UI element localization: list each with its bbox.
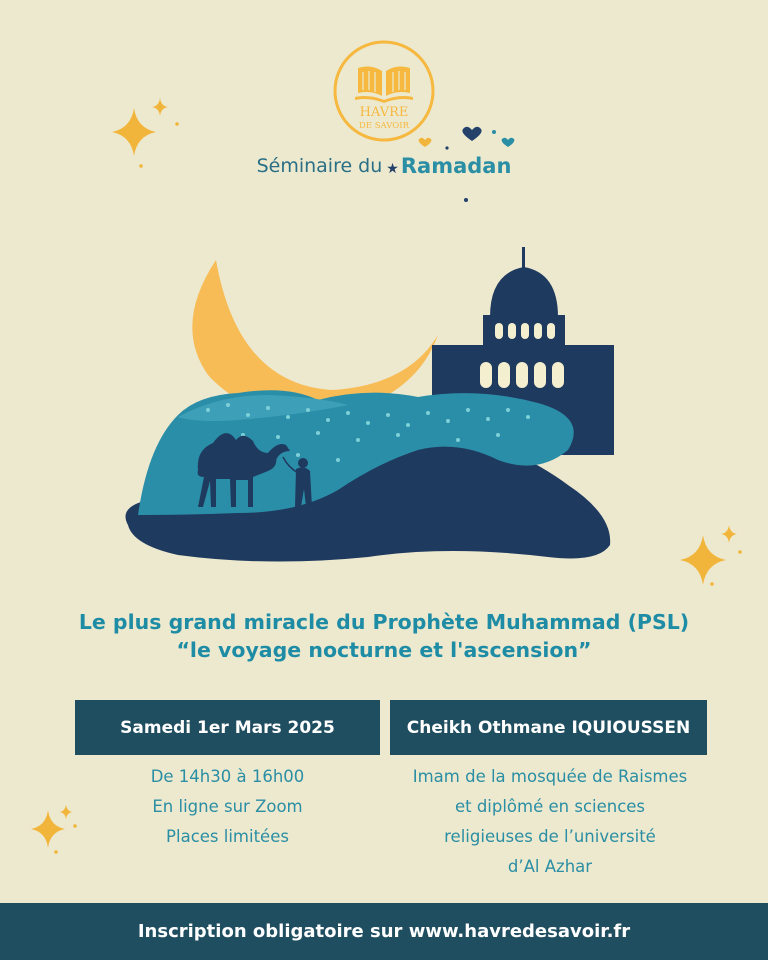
sparkle-icon <box>152 98 168 116</box>
speaker-bio-line: religieuses de l’université <box>444 827 656 846</box>
ramadan-word: Ramadan <box>400 154 512 178</box>
speaker-bio-line: et diplômé en sciences <box>454 797 646 816</box>
event-details <box>75 762 380 852</box>
heart-icon <box>419 138 432 147</box>
crescent-moon-icon <box>192 260 438 415</box>
event-seats: Places limitées <box>166 827 289 846</box>
headline-line2: “le voyage nocturne et l'ascension” <box>176 638 592 662</box>
event-date-label: Samedi 1er Mars 2025 <box>75 700 380 755</box>
heart-icon <box>502 138 515 147</box>
sparkle-icon <box>721 525 737 543</box>
sparkle-icon <box>60 805 72 819</box>
logo-line1: HAVRE <box>359 105 409 120</box>
sparkle-icon <box>680 535 726 585</box>
registration-text: Inscription obligatoire sur www.havredesavoir.fr <box>137 921 631 942</box>
headline-line1: Le plus grand miracle du Prophète Muhammad (PSL) <box>78 610 690 634</box>
seminar-prefix: Séminaire du <box>256 155 383 177</box>
sparkle-icon <box>31 810 65 848</box>
registration-footer <box>0 903 768 960</box>
speaker-bio-line: Imam de la mosquée de Raismes <box>412 767 688 786</box>
hero-illustration <box>118 245 618 575</box>
book-icon <box>355 67 413 103</box>
seminar-subtitle <box>0 146 768 186</box>
event-time: De 14h30 à 16h00 <box>150 767 305 786</box>
ramadan-ornaments <box>410 118 530 208</box>
speaker-name-label: Cheikh Othmane IQUIOUSSEN <box>390 700 707 755</box>
heart-icon <box>462 127 481 141</box>
event-location: En ligne sur Zoom <box>152 797 303 816</box>
speaker-bio-line: d’Al Azhar <box>507 857 593 876</box>
speaker-bio <box>380 762 720 882</box>
logo-line2: DE SAVOIR <box>359 121 409 131</box>
star-icon: ★ <box>386 161 399 177</box>
